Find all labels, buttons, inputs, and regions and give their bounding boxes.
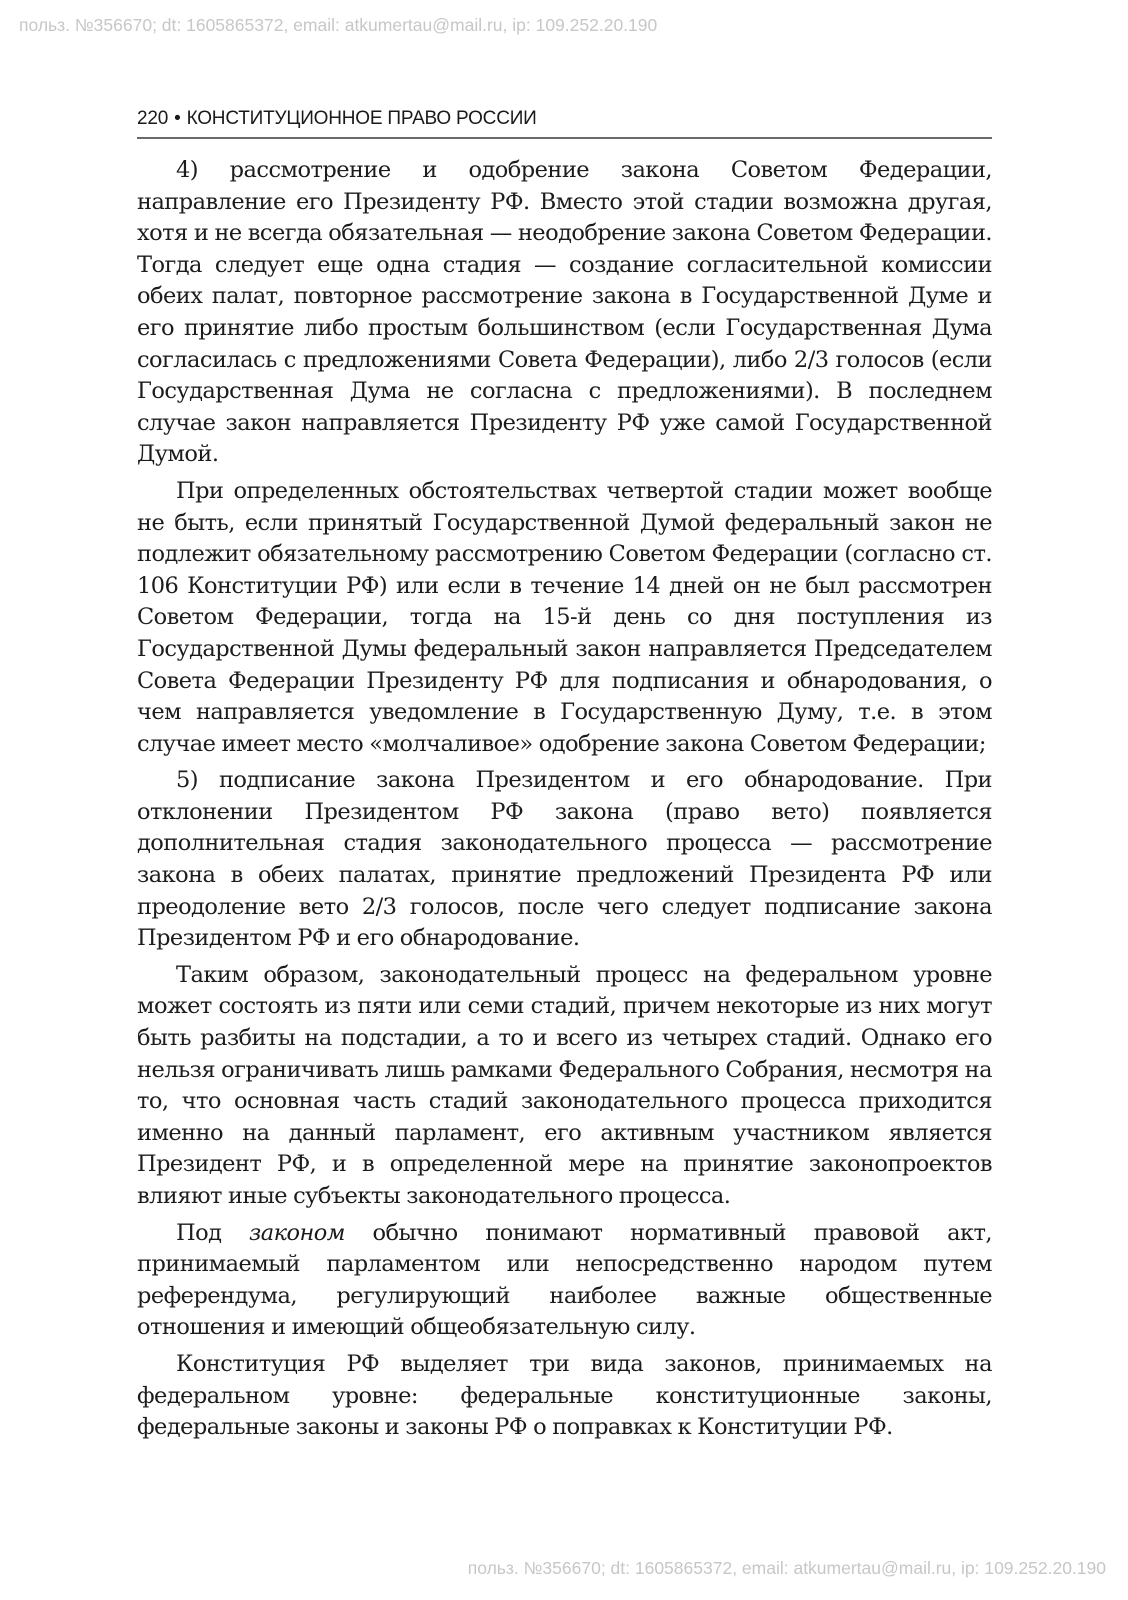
watermark-top: польз. №356670; dt: 1605865372, email: atkumertau@mail.ru, ip: 109.252.20.190 bbox=[19, 15, 658, 35]
paragraph-summary: Таким образом, законодательный процесс на федеральном уровне может состоять из пяти или семи стадий, причем некоторые из них могут быть разбиты на подстадии, а то и всего из четырех стадий. Однако его нельзя ограничивать лишь рамками Федерального Собрания, несмотря на то, что основная часть стадий законодательного процесса приходится именно на данный парламент, его активным участником является Президент РФ, и в определенной мере на принятие законопроектов влияют иные субъекты законодательного процесса. bbox=[137, 961, 992, 1209]
definition-term: законом bbox=[249, 1219, 345, 1246]
page-body bbox=[137, 155, 992, 1444]
book-title: КОНСТИТУЦИОННОЕ ПРАВО РОССИИ bbox=[186, 108, 537, 129]
bullet-separator: • bbox=[174, 108, 181, 129]
page-number: 220 bbox=[137, 108, 169, 129]
definition-rest: обычно понимают нормативный правовой акт, принимаемый парламентом или непосредственно народом путем референдума, регулирующий наиболее важные общественные отношения и имеющий общеобязательную силу. bbox=[137, 1219, 992, 1341]
paragraph-law-definition bbox=[137, 1218, 992, 1344]
watermark-bottom: польз. №356670; dt: 1605865372, email: atkumertau@mail.ru, ip: 109.252.20.190 bbox=[467, 1558, 1106, 1578]
paragraph-stage-4: 4) рассмотрение и одобрение закона Советом Федерации, направление его Президенту РФ. Вместо этой стадии возможна другая, хотя и не всегда обязательная — неодобрение закона Советом Федерации. Тогда следует еще одна стадия — создание согласительной комиссии обеих палат, повторное рассмотрение закона в Государственной Думе и его принятие либо простым большинством (если Государственная Дума согласилась с предложениями Совета Федерации), либо 2/3 голосов (если Государственная Дума не согласна с предложениями). В последнем случае закон направляется Президенту РФ уже самой Государственной Думой. bbox=[137, 157, 992, 468]
paragraph-stage-5: 5) подписание закона Президентом и его обнародование. При отклонении Президентом РФ закона (право вето) появляется дополнительная стадия законодательного процесса — рассмотрение закона в обеих палатах, принятие предложений Президента РФ или преодоление вето 2/3 голосов, после чего следует подписание закона Президентом РФ и его обнародование. bbox=[137, 767, 992, 952]
running-head bbox=[137, 107, 992, 139]
definition-lead: Под bbox=[176, 1219, 250, 1246]
paragraph-law-types: Конституция РФ выделяет три вида законов, принимаемых на федеральном уровне: федеральные конституционные законы, федеральные законы и законы РФ о поправках к Конституции РФ. bbox=[137, 1350, 992, 1441]
paragraph-stage-4-exception: При определенных обстоятельствах четвертой стадии может вообще не быть, если принятый Государственной Думой федеральный закон не подлежит обязательному рассмотрению Советом Федерации (согласно ст. 106 Конституции РФ) или если в течение 14 дней он не был рассмотрен Советом Федерации, тогда на 15-й день со дня поступления из Государственной Думы федеральный закон направляется Председателем Совета Федерации Президенту РФ для подписания и обнародования, о чем направляется уведомление в Государственную Думу, т.е. в этом случае имеет место «молчаливое» одобрение закона Советом Федерации; bbox=[137, 477, 992, 757]
